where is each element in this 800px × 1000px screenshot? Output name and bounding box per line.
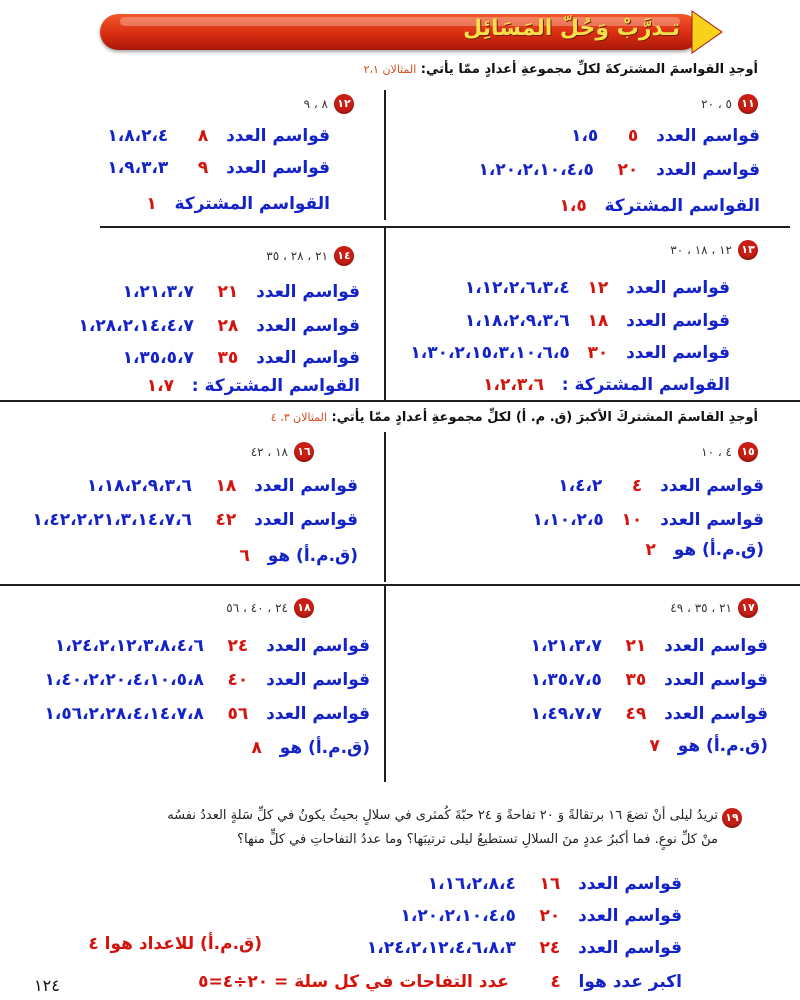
line-value: ١،٢،٣،٦ <box>483 375 544 395</box>
line-label: قواسم العدد <box>226 126 330 146</box>
line-label: قواسم العدد <box>266 636 370 656</box>
line-value: ٢ <box>645 540 656 560</box>
problem-numbers: ١٨ ، ٤٢ <box>250 445 288 459</box>
line-label: قواسم العدد <box>256 282 360 302</box>
line-number: ٢٠ <box>617 160 639 180</box>
divisors-line <box>367 938 682 958</box>
divisors-line <box>87 476 358 496</box>
problem-number-badge: ١٤ <box>334 246 354 266</box>
line-label: قواسم العدد <box>664 704 768 724</box>
line-divisors: ١،٢٤،٢،١٢،٤،٦،٨،٣ <box>366 938 516 958</box>
line-value: ٨ <box>251 738 262 758</box>
line-divisors: ١،٥٦،٢،٢٨،٤،١٤،٧،٨ <box>44 704 204 724</box>
divisors-line <box>55 636 370 656</box>
line-value: ١ <box>146 194 157 214</box>
problem-text-line: منْ كلِّ نوعٍ. فما أكبرُ عددٍ منَ السلالِ تستطيعُ ليلى ترتيبَها؟ وما عددُ التفاحاتِ في كلٍّ منها؟ <box>237 832 718 847</box>
line-divisors: ١،١٨،٢،٩،٣،٦ <box>464 311 570 331</box>
line-number: ٢١ <box>217 282 239 302</box>
line-divisors: ١،٤٩،٧،٧ <box>530 704 602 724</box>
line-number: ١٠ <box>621 510 643 530</box>
divider-vertical <box>384 586 386 782</box>
line-label: قواسم العدد <box>266 670 370 690</box>
line-label: قواسم العدد <box>656 160 760 180</box>
line-divisors: ١،٨،٢،٤ <box>107 126 169 146</box>
line-divisors: ١،٤٠،٢،٢٠،٤،١٠،٥،٨ <box>44 670 204 690</box>
line-number: ٣٠ <box>587 343 609 363</box>
divisors-line <box>410 343 730 363</box>
line-divisors: ١،٢١،٣،٧ <box>122 282 194 302</box>
line-label: (ق.م.أ) هو <box>267 546 358 566</box>
line-label: (ق.م.أ) هو <box>673 540 764 560</box>
divisors-line <box>465 278 730 298</box>
line-label: قواسم العدد <box>266 704 370 724</box>
examples-ref: المثالان ٢،١ <box>363 63 417 76</box>
line-label: قواسم العدد <box>626 311 730 331</box>
problem-19-badge-wrap <box>722 806 742 828</box>
page-title: تـدرَّبْ وَحُلّ المَسَائِل <box>463 16 680 41</box>
problem-numbers: ٤ ، ١٠ <box>701 445 732 459</box>
line-divisors: ١،٢٤،٢،١٢،٣،٨،٤،٦ <box>54 636 204 656</box>
answer-equation: عدد التفاحات في كل سلة = ٢٠÷٤=٥ <box>198 972 509 992</box>
divisors-line <box>531 636 768 656</box>
divider-horizontal <box>0 400 800 402</box>
line-number: ٤٠ <box>227 670 249 690</box>
line-label: قواسم العدد <box>626 343 730 363</box>
line-label: (ق.م.أ) هو <box>279 738 370 758</box>
divisors-line <box>45 670 371 690</box>
line-label: قواسم العدد <box>660 476 764 496</box>
line-number: ٤ <box>631 476 643 496</box>
problem-numbers: ٢٤ ، ٤٠ ، ٥٦ <box>226 601 288 615</box>
banner-arrow-icon <box>692 11 722 53</box>
gcd-line <box>646 540 764 560</box>
line-value: ٧ <box>649 736 660 756</box>
problem-numbers: ١٢ ، ١٨ ، ٣٠ <box>670 243 732 257</box>
line-label: قواسم العدد <box>254 510 358 530</box>
divisors-line <box>479 160 760 180</box>
line-number: ٢١ <box>625 636 647 656</box>
line-label: قواسم العدد <box>256 348 360 368</box>
divisors-line <box>571 126 760 146</box>
problem-12-header <box>304 94 354 114</box>
problem-number-badge: ١١ <box>738 94 758 114</box>
problem-19-text <box>118 804 718 852</box>
examples-ref: المثالان ٣، ٤ <box>270 411 327 424</box>
divisors-line <box>45 704 371 724</box>
divisors-line <box>465 311 730 331</box>
divisors-line <box>401 906 682 926</box>
divisors-line <box>531 704 768 724</box>
line-label: قواسم العدد <box>656 126 760 146</box>
line-label: القواسم المشتركة <box>174 194 330 214</box>
divider-vertical <box>384 228 386 400</box>
line-label: قواسم العدد <box>226 158 330 178</box>
problem-14-header <box>266 246 354 266</box>
line-label: قواسم العدد <box>254 476 358 496</box>
problem-number-badge: ١٧ <box>738 598 758 618</box>
common-divisors-line <box>147 376 360 396</box>
line-number: ٤٢ <box>215 510 237 530</box>
divisors-line <box>79 316 360 336</box>
gcd-summary: (ق.م.أ) للاعداد هوا ٤ <box>88 934 262 954</box>
problem-number-badge: ١٩ <box>722 808 742 828</box>
divider-horizontal <box>0 584 800 586</box>
line-number: ٢٠ <box>539 906 561 926</box>
problem-number-badge: ١٦ <box>294 442 314 462</box>
line-value: ١،٧ <box>146 376 174 396</box>
divisors-line <box>428 874 682 894</box>
line-divisors: ١،٤٢،٢،٢١،٣،١٤،٧،٦ <box>32 510 192 530</box>
line-number: ١٦ <box>539 874 561 894</box>
divisors-line <box>558 476 764 496</box>
line-number: ٢٨ <box>217 316 239 336</box>
line-label: قواسم العدد <box>626 278 730 298</box>
line-value: ٦ <box>239 546 250 566</box>
problem-11-header <box>701 94 758 114</box>
problem-text-line: تريدُ ليلى أنْ تضعَ ١٦ برتقالةً وَ ٢٠ تفاحةً وَ ٢٤ حبّةَ كُمثرى في سلالٍ بحيثُ يكونُ في كلِّ سَلةٍ العددُ نفسُه <box>167 808 718 823</box>
line-label: القواسم المشتركة : <box>191 376 360 396</box>
problem-number-badge: ١٥ <box>738 442 758 462</box>
divider-vertical <box>384 90 386 220</box>
divider-vertical <box>384 432 386 582</box>
line-divisors: ١،٣٥،٥،٧ <box>122 348 194 368</box>
instruction-text: أوجدِ القاسمَ المشتركَ الأكبرَ (ق. م. أ) لكلِّ مجموعةِ أعدادٍ ممّا يأتي: <box>331 410 758 425</box>
line-value: ١،٥ <box>559 196 587 216</box>
answer-label: اكبر عدد هوا <box>578 972 682 992</box>
problem-16-header <box>251 442 314 462</box>
line-number: ٩ <box>197 158 209 178</box>
line-label: قواسم العدد <box>660 510 764 530</box>
line-divisors: ١،١٢،٢،٦،٣،٤ <box>464 278 570 298</box>
section1-instruction <box>364 62 758 77</box>
answer-line <box>198 972 682 992</box>
section2-instruction <box>271 410 758 425</box>
divisors-line <box>107 126 330 146</box>
problem-15-header <box>701 442 758 462</box>
problem-number-badge: ١٢ <box>334 94 354 114</box>
line-label: القواسم المشتركة : <box>561 375 730 395</box>
line-number: ٣٥ <box>217 348 239 368</box>
line-number: ٥ <box>627 126 639 146</box>
divider-horizontal <box>100 226 790 228</box>
line-label: قواسم العدد <box>664 670 768 690</box>
line-label: قواسم العدد <box>578 906 682 926</box>
line-label: القواسم المشتركة <box>604 196 760 216</box>
line-number: ٣٥ <box>625 670 647 690</box>
line-number: ١٨ <box>215 476 237 496</box>
line-label: قواسم العدد <box>664 636 768 656</box>
divisors-line <box>531 670 768 690</box>
common-divisors-line <box>146 194 330 214</box>
line-divisors: ١،٤،٢ <box>558 476 603 496</box>
gcd-line <box>240 546 358 566</box>
common-divisors-line <box>560 196 761 216</box>
line-number: ٤٩ <box>625 704 647 724</box>
problem-13-header <box>670 240 758 260</box>
gcd-line <box>252 738 370 758</box>
line-number: ٨ <box>197 126 209 146</box>
line-divisors: ١،٣٠،٢،١٥،٣،١٠،٦،٥ <box>410 343 570 363</box>
line-divisors: ١،٢١،٣،٧ <box>530 636 602 656</box>
divisors-line <box>123 348 360 368</box>
divisors-line <box>33 510 359 530</box>
line-divisors: ١،١٨،٢،٩،٣،٦ <box>86 476 192 496</box>
problem-numbers: ٨ ، ٩ <box>303 97 328 111</box>
line-label: قواسم العدد <box>256 316 360 336</box>
instruction-text: أوجدِ القواسمَ المشتركةَ لكلِّ مجموعةِ أعدادٍ ممّا يأتي: <box>420 62 758 77</box>
common-divisors-line <box>483 375 730 395</box>
problem-18-header <box>226 598 314 618</box>
divisors-line <box>107 158 330 178</box>
line-divisors: ١،٣٥،٧،٥ <box>530 670 602 690</box>
line-divisors: ١،٢٠،٢،١٠،٤،٥ <box>400 906 516 926</box>
line-divisors: ١،٢٨،٢،١٤،٤،٧ <box>78 316 194 336</box>
line-number: ٢٤ <box>227 636 249 656</box>
line-number: ٢٤ <box>539 938 561 958</box>
problem-number-badge: ١٨ <box>294 598 314 618</box>
page-number: ١٢٤ <box>34 976 60 995</box>
line-number: ١٢ <box>587 278 609 298</box>
line-label: (ق.م.أ) هو <box>677 736 768 756</box>
divisors-line <box>123 282 360 302</box>
problem-numbers: ٥ ، ٢٠ <box>701 97 732 111</box>
problem-numbers: ٢١ ، ٢٨ ، ٣٥ <box>266 249 328 263</box>
divisors-line <box>533 510 765 530</box>
line-divisors: ١،١٦،٢،٨،٤ <box>427 874 516 894</box>
problem-number-badge: ١٣ <box>738 240 758 260</box>
problem-17-header <box>670 598 758 618</box>
line-label: قواسم العدد <box>578 874 682 894</box>
line-number: ٥٦ <box>227 704 249 724</box>
line-number: ١٨ <box>587 311 609 331</box>
line-divisors: ١،٥ <box>571 126 599 146</box>
line-divisors: ١،١٠،٢،٥ <box>532 510 604 530</box>
line-label: قواسم العدد <box>578 938 682 958</box>
answer-value: ٤ <box>550 972 561 992</box>
line-divisors: ١،٩،٣،٣ <box>107 158 169 178</box>
line-divisors: ١،٢٠،٢،١٠،٤،٥ <box>478 160 594 180</box>
problem-numbers: ٢١ ، ٣٥ ، ٤٩ <box>670 601 732 615</box>
gcd-line <box>650 736 768 756</box>
